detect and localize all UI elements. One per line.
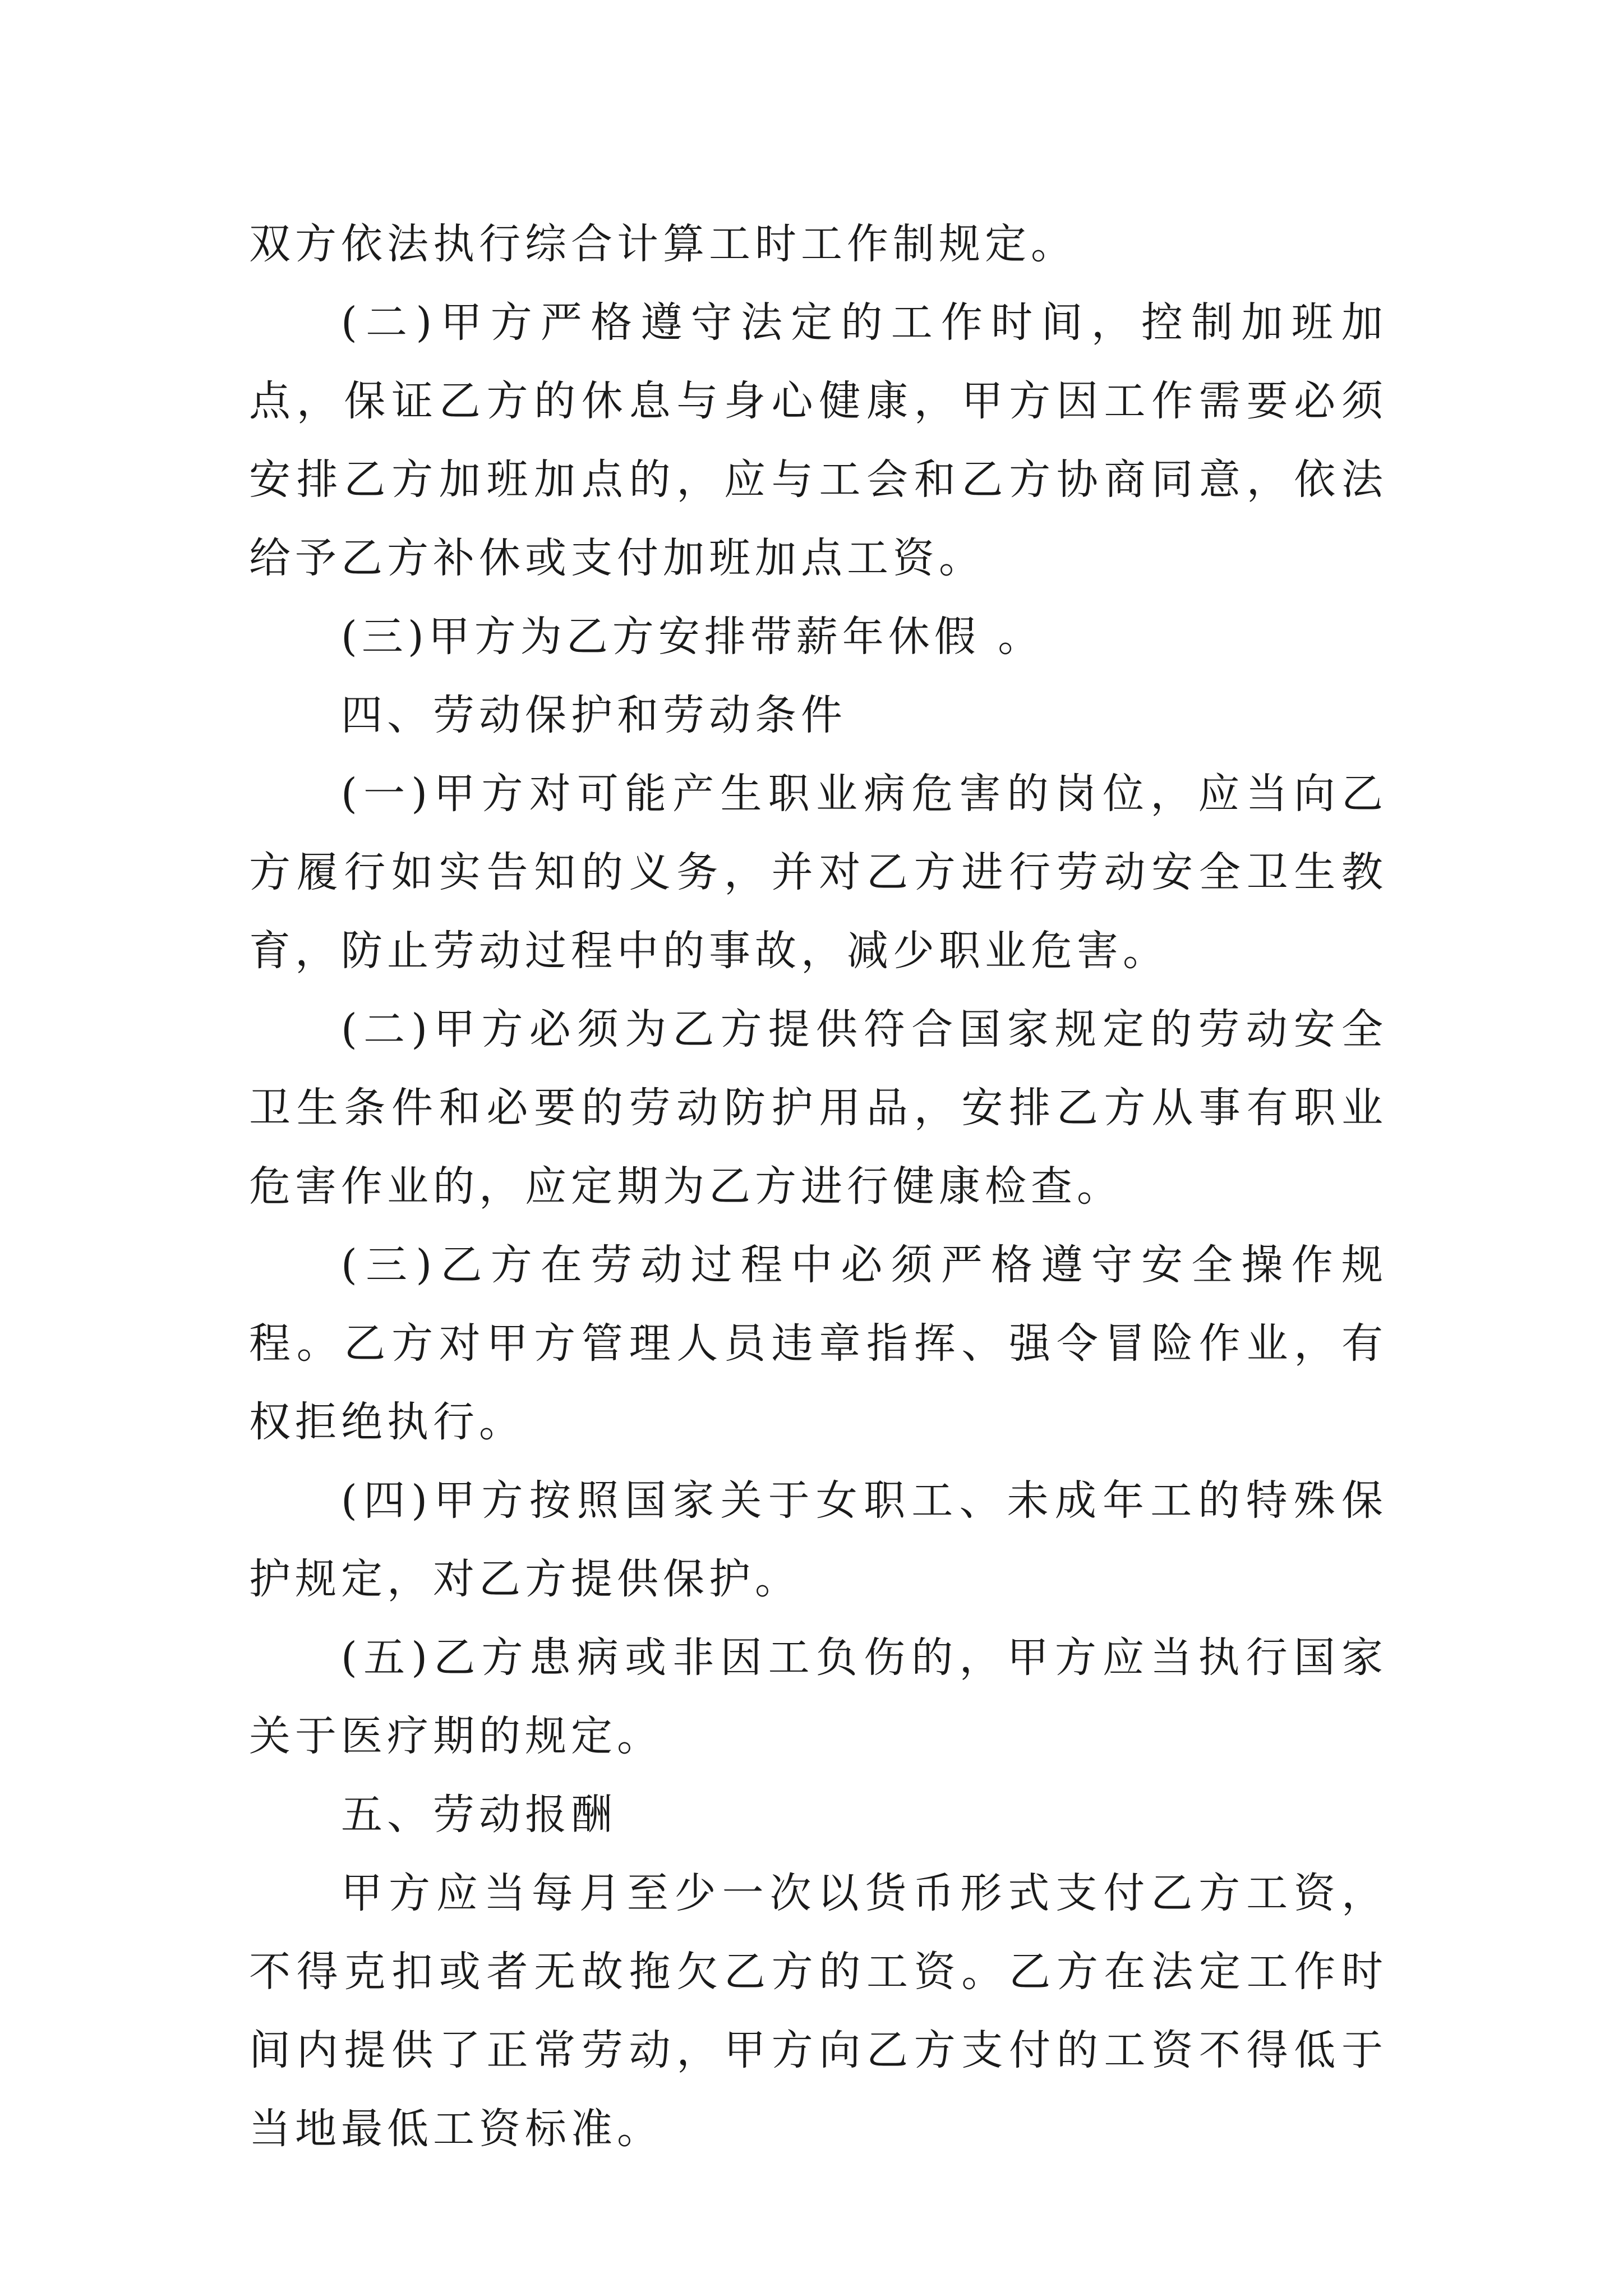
document-body: [249, 205, 1387, 2168]
paragraph-special-protection: (四)甲方按照国家关于女职工、未成年工的特殊保护规定，对乙方提供保护。: [249, 1476, 1387, 1603]
paragraph-occupational-hazard: (一)甲方对可能产生职业病危害的岗位，应当向乙方履行如实告知的义务，并对乙方进行劳动安全卫生教育，防止劳动过程中的事故，减少职业危害。: [249, 770, 1387, 975]
paragraph-continuation: 双方依法执行综合计算工时工作制规定。: [249, 220, 1077, 268]
paragraph-wages: 甲方应当每月至少一次以货币形式支付乙方工资，不得克扣或者无故拖欠乙方的工资。乙方在法定工作时间内提供了正常劳动，甲方向乙方支付的工资不得低于当地最低工资标准。: [249, 1869, 1387, 2153]
paragraph-overtime: (二)甲方严格遵守法定的工作时间，控制加班加点，保证乙方的休息与身心健康，甲方因工作需要必须安排乙方加班加点的，应与工会和乙方协商同意，依法给予乙方补休或支付加班加点工资。: [249, 298, 1387, 582]
paragraph-safety-conditions: (二)甲方必须为乙方提供符合国家规定的劳动安全卫生条件和必要的劳动防护用品，安排乙方从事有职业危害作业的，应定期为乙方进行健康检查。: [249, 1005, 1387, 1211]
paragraph-paid-leave: (三)甲方为乙方安排带薪年休假 。: [341, 613, 1044, 661]
section-heading-labor-protection: 四、劳动保护和劳动条件: [341, 691, 847, 739]
section-heading-remuneration: 五、劳动报酬: [341, 1791, 617, 1839]
paragraph-medical-period: (五)乙方患病或非因工负伤的，甲方应当执行国家关于医疗期的规定。: [249, 1634, 1387, 1760]
paragraph-safety-rules: (三)乙方在劳动过程中必须严格遵守安全操作规程。乙方对甲方管理人员违章指挥、强令冒险作业，有权拒绝执行。: [249, 1241, 1387, 1446]
